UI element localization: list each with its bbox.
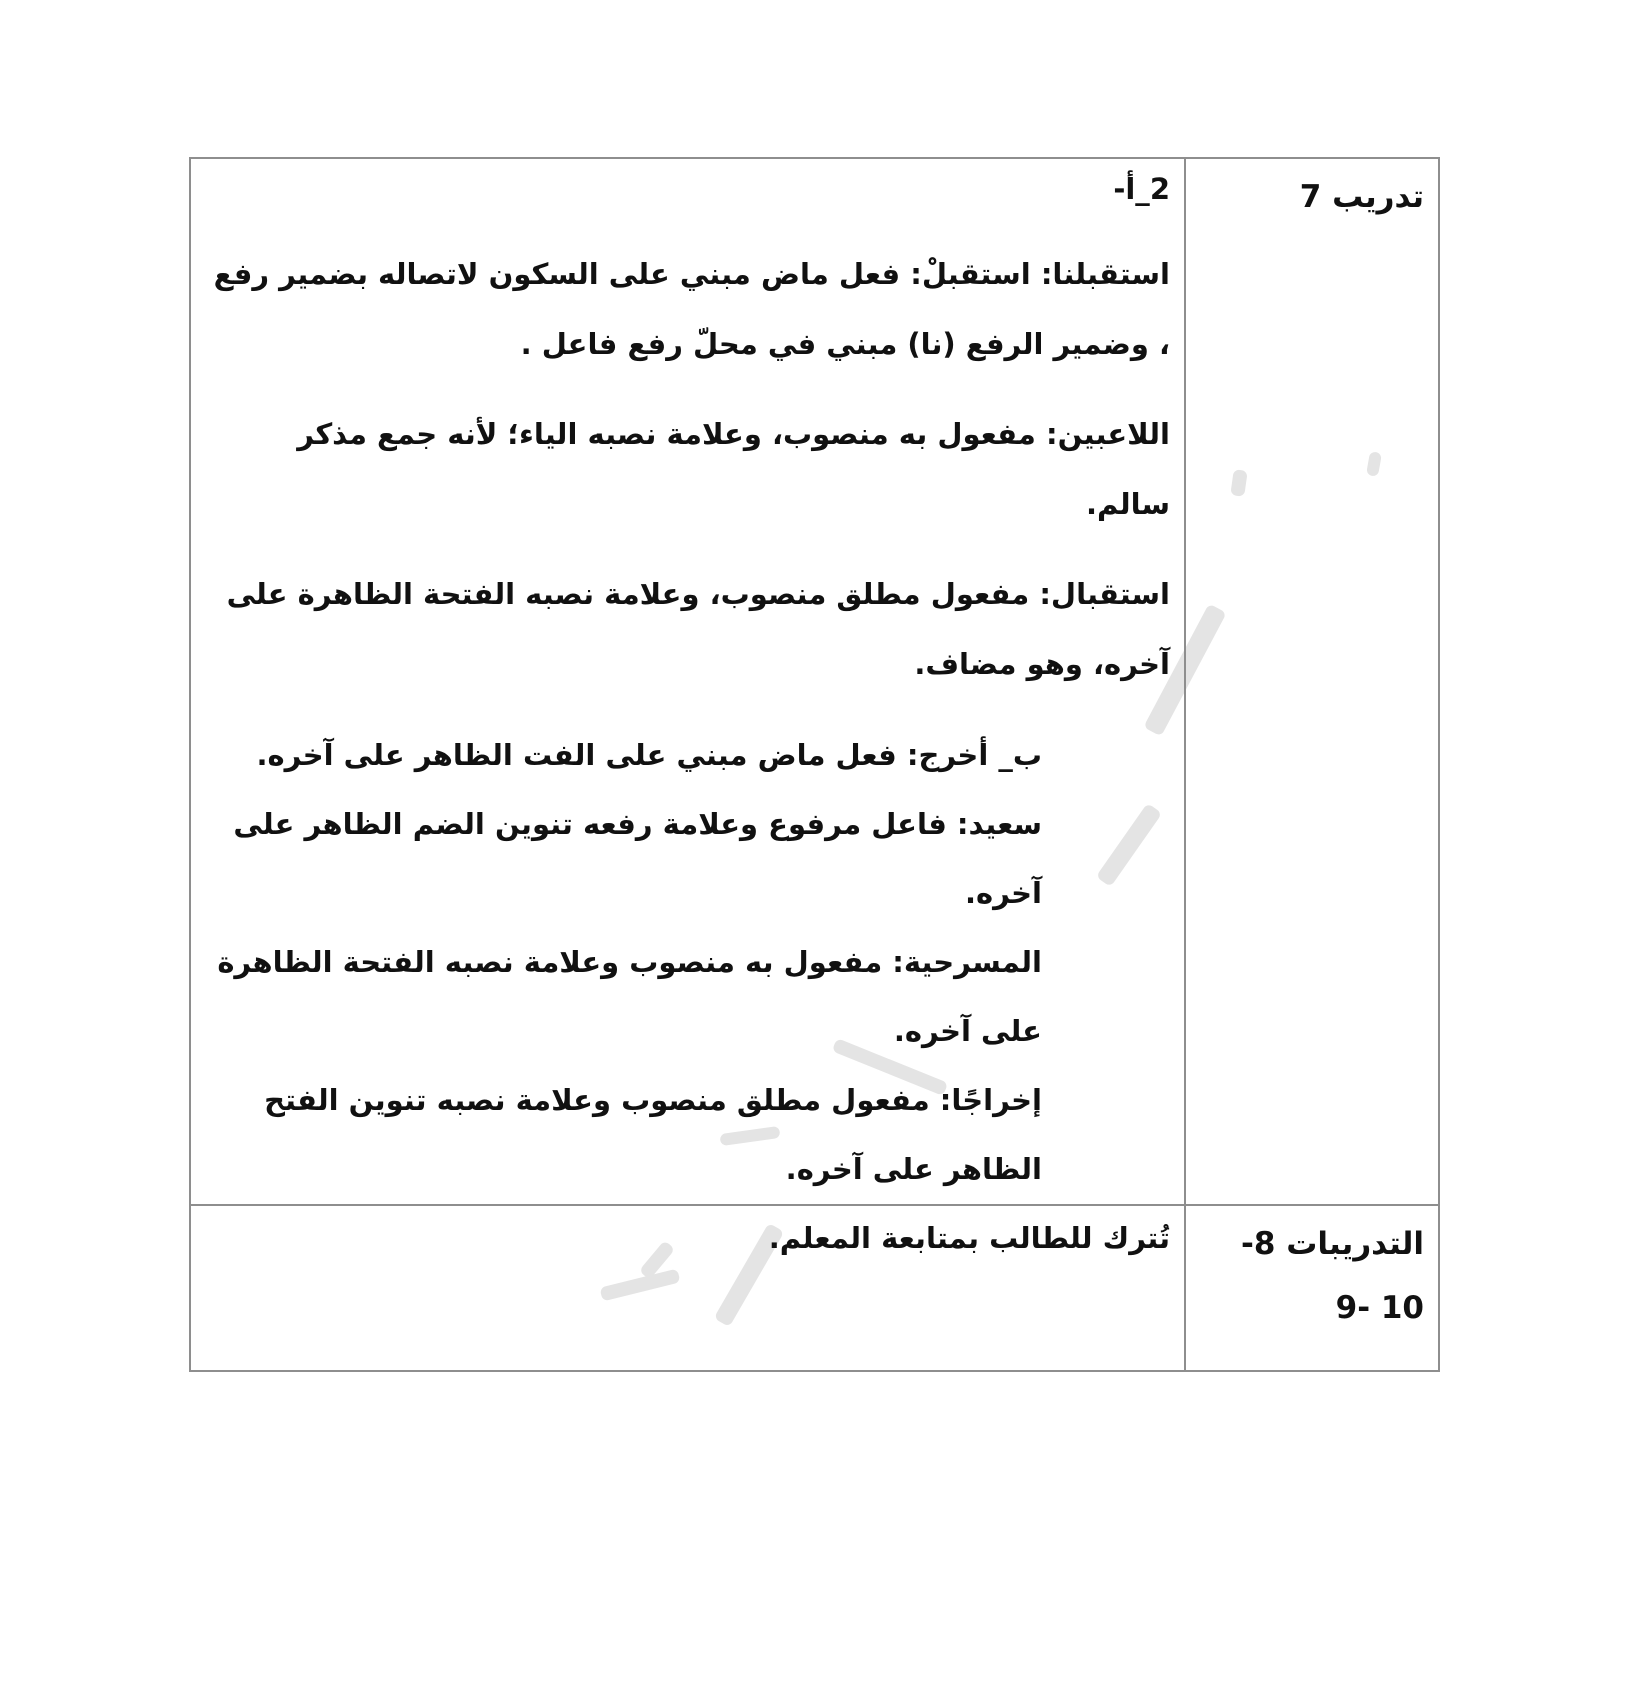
answer-line: المسرحية: مفعول به منصوب وعلامة نصبه الفتحة الظاهرة على آخره.	[217, 945, 1042, 1048]
teacher-note: تُترك للطالب بمتابعة المعلم.	[768, 1221, 1170, 1255]
part-a-heading: 2_أ-	[1113, 172, 1170, 206]
exercise-answer-cell	[190, 158, 1185, 1205]
exercise-label-numbers: 10 -9	[1335, 1290, 1424, 1326]
answer-line: سعيد: فاعل مرفوع وعلامة رفعه تنوين الضم الظاهر على آخره.	[233, 807, 1042, 910]
exercise-label-cell	[1185, 158, 1439, 1205]
answer-paragraph: استقبال: مفعول مطلق منصوب، وعلامة نصبه الفتحة الظاهرة على آخره، وهو مضاف.	[226, 577, 1170, 681]
table-row	[190, 158, 1439, 1205]
exercise-label-cell	[1185, 1205, 1439, 1371]
table-row	[190, 1205, 1439, 1371]
exercise-label: تدريب 7	[1299, 179, 1424, 215]
exercise-answers-table	[189, 157, 1440, 1372]
exercise-label: التدريبات 8-	[1240, 1226, 1424, 1262]
part-b-section	[205, 721, 1042, 1204]
exercise-answer-cell	[190, 1205, 1185, 1371]
answer-paragraph: اللاعبين: مفعول به منصوب، وعلامة نصبه الياء؛ لأنه جمع مذكر سالم.	[297, 417, 1170, 521]
answer-line: ب_ أخرج: فعل ماض مبني على الفت الظاهر على آخره.	[256, 738, 1042, 772]
answer-line: إخراجًا: مفعول مطلق منصوب وعلامة نصبه تنوين الفتح الظاهر على آخره.	[264, 1083, 1042, 1186]
answer-paragraph: استقبلنا: استقبلْ: فعل ماض مبني على السكون لاتصاله بضمير رفع ، وضمير الرفع (نا) مبني في محلّ رفع فاعل .	[213, 257, 1170, 361]
